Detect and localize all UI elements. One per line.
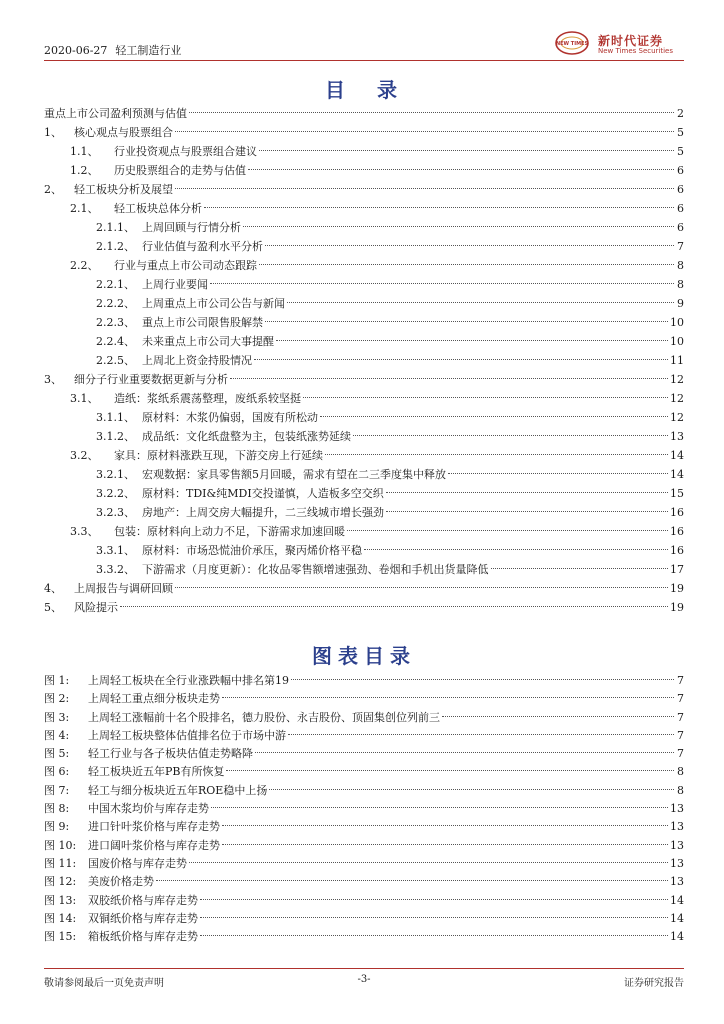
dot-leader: [248, 169, 674, 170]
dot-leader: [320, 416, 668, 417]
toc-entry-title[interactable]: 行业投资观点与股票组合建议: [114, 145, 257, 158]
toc-entry[interactable]: [44, 503, 684, 522]
figure-entry-title[interactable]: 上周轻工涨幅前十名个股排名，德力股份、永吉股份、顶固集创位列前三: [88, 710, 440, 724]
dot-leader: [222, 825, 668, 826]
toc-entry-number: 2.2.1、: [96, 278, 135, 291]
toc-entry[interactable]: [44, 465, 684, 484]
toc-entry[interactable]: [44, 598, 684, 617]
dot-leader: [200, 899, 668, 900]
toc-entry[interactable]: [44, 294, 684, 313]
toc-entry-page: 13: [670, 430, 684, 443]
figure-entry[interactable]: [44, 727, 684, 745]
figure-entry-number: 图 9:: [44, 820, 70, 834]
toc-entry-number: 2.2.4、: [96, 335, 135, 348]
figure-entry-title[interactable]: 轻工与细分板块近五年ROE稳中上扬: [88, 783, 268, 797]
figure-entry-title[interactable]: 轻工板块近五年PB有所恢复: [88, 765, 225, 779]
toc-entry-number: 5、: [44, 601, 62, 614]
dot-leader: [491, 568, 669, 569]
toc-entry[interactable]: [44, 142, 684, 161]
figure-entry-page: 13: [670, 802, 684, 816]
figure-entry-number: 图 5:: [44, 747, 70, 761]
dot-leader: [254, 359, 668, 360]
toc-entry-title[interactable]: 行业与重点上市公司动态跟踪: [114, 259, 257, 272]
dot-leader: [200, 917, 668, 918]
toc-entry-page: 16: [670, 544, 684, 557]
figures-heading: 图表目录: [312, 644, 416, 668]
toc-entry-number: 3.2、: [70, 449, 99, 462]
toc-entry-number: 3.3.1、: [96, 544, 135, 557]
toc-entry-number: 2.2.2、: [96, 297, 135, 310]
figure-entry-number: 图 15:: [44, 930, 77, 944]
figure-entry-number: 图 1:: [44, 674, 70, 687]
figure-entry-title[interactable]: 中国木浆均价与库存走势: [88, 802, 209, 816]
toc-entry-number: 2.2、: [70, 259, 99, 272]
footer-disclaimer: 敬请参阅最后一页免责声明: [44, 978, 164, 989]
dot-leader: [175, 587, 668, 588]
figure-entry-number: 图 13:: [44, 893, 77, 907]
toc-entry[interactable]: [44, 256, 684, 275]
dot-leader: [230, 378, 668, 379]
toc-entry-number: 3.1.1、: [96, 411, 135, 424]
figure-entry-page: 13: [670, 856, 684, 870]
dot-leader: [347, 530, 668, 531]
figure-entry-title[interactable]: 上周轻工重点细分板块走势: [88, 692, 220, 706]
logo-chinese-name: 新时代证券: [598, 34, 664, 48]
toc-entry-page: 5: [677, 126, 684, 139]
toc-entry-number: 3.3、: [70, 525, 99, 538]
figure-entry-page: 13: [670, 875, 684, 889]
header-divider: [44, 60, 684, 61]
toc-entry-number: 2.2.5、: [96, 354, 135, 367]
page-header: [44, 30, 684, 58]
toc-entry[interactable]: [44, 541, 684, 560]
toc-entry[interactable]: [44, 522, 684, 541]
toc-entry-page: 6: [677, 221, 684, 234]
figure-entry[interactable]: [44, 672, 684, 690]
toc-entry-page: 14: [670, 449, 684, 462]
toc-entry-title[interactable]: 轻工板块分析及展望: [74, 183, 173, 196]
dot-leader: [222, 697, 674, 698]
figure-entry-number: 图 11:: [44, 856, 77, 870]
toc-entry-title[interactable]: 轻工板块总体分析: [114, 202, 202, 215]
dot-leader: [265, 321, 668, 322]
toc-entry-page: 12: [670, 411, 684, 424]
figure-entry-page: 7: [677, 674, 684, 687]
dot-leader: [442, 716, 674, 717]
toc-entry-page: 10: [670, 335, 684, 348]
toc-entry-title[interactable]: 风险提示: [74, 601, 118, 614]
toc-entry-number: 1.1、: [70, 145, 99, 158]
toc-entry-page: 14: [670, 468, 684, 481]
toc-entry[interactable]: [44, 104, 684, 123]
toc-entry-page: 10: [670, 316, 684, 329]
footer-report-type: 证券研究报告: [624, 978, 684, 989]
toc-entry-title[interactable]: 行业估值与盈利水平分析: [142, 240, 263, 253]
toc-entry-number: 2.2.3、: [96, 316, 135, 329]
figure-entry-page: 14: [670, 911, 684, 925]
toc-entry-number: 3.1.2、: [96, 430, 135, 443]
toc-entry-page: 19: [670, 601, 684, 614]
dot-leader: [210, 283, 674, 284]
toc-entry-page: 6: [677, 202, 684, 215]
toc-entry-title[interactable]: 重点上市公司限售股解禁: [142, 316, 263, 329]
figure-entry-title[interactable]: 国废价格与库存走势: [88, 856, 187, 870]
figure-entry-number: 图 6:: [44, 765, 70, 779]
dot-leader: [386, 492, 668, 493]
figure-entry-number: 图 7:: [44, 783, 70, 797]
figure-entry-number: 图 4:: [44, 728, 70, 742]
dot-leader: [211, 807, 668, 808]
figure-entry-page: 7: [677, 728, 684, 742]
toc-entry-number: 1、: [44, 126, 62, 139]
toc-entry-page: 7: [677, 240, 684, 253]
toc-entry-page: 8: [677, 278, 684, 291]
dot-leader: [291, 679, 674, 680]
toc-entry-title[interactable]: 核心观点与股票组合: [74, 126, 173, 139]
dot-leader: [243, 226, 674, 227]
dot-leader: [386, 511, 668, 512]
dot-leader: [353, 435, 668, 436]
figure-entry-page: 8: [677, 765, 684, 779]
toc-entry-page: 9: [677, 297, 684, 310]
dot-leader: [288, 734, 674, 735]
toc-entry[interactable]: [44, 389, 684, 408]
figure-entry-title[interactable]: 上周轻工板块在全行业涨跌幅中排名第19: [88, 674, 289, 687]
toc-entry-page: 6: [677, 183, 684, 196]
figure-entry-page: 13: [670, 838, 684, 852]
dot-leader: [175, 131, 674, 132]
figure-entry-title[interactable]: 进口阔叶浆价格与库存走势: [88, 838, 220, 852]
toc-entry-page: 15: [670, 487, 684, 500]
toc-entry-number: 3.2.2、: [96, 487, 135, 500]
toc-entry-number: 3.2.3、: [96, 506, 135, 519]
toc-heading: 目 录: [325, 78, 403, 102]
page-number: -3-: [357, 974, 371, 985]
dot-leader: [156, 880, 668, 881]
toc-entry-page: 16: [670, 525, 684, 538]
figure-entry-page: 7: [677, 710, 684, 724]
dot-leader: [303, 397, 668, 398]
logo-english-name: New Times Securities: [598, 47, 673, 55]
toc-entry-page: 11: [670, 354, 684, 367]
figure-entry-page: 7: [677, 692, 684, 706]
figure-entry-title[interactable]: 美废价格走势: [88, 875, 154, 889]
dot-leader: [189, 112, 674, 113]
dot-leader: [287, 302, 674, 303]
toc-entry-title[interactable]: 房地产：上周交房大幅提升，二三线城市增长强劲: [142, 506, 384, 519]
figure-entry-number: 图 2:: [44, 692, 70, 706]
dot-leader: [189, 862, 668, 863]
dot-leader: [255, 752, 674, 753]
toc-entry[interactable]: [44, 332, 684, 351]
toc-entry[interactable]: [44, 161, 684, 180]
figure-entry-title[interactable]: 上周轻工板块整体估值排名位于市场中游: [88, 728, 286, 742]
figure-entry[interactable]: [44, 800, 684, 818]
dot-leader: [200, 935, 668, 936]
toc-entry-page: 12: [670, 392, 684, 405]
toc-entry-page: 5: [677, 145, 684, 158]
page-footer: [44, 974, 684, 990]
toc-entry-title[interactable]: 上周行业要闻: [142, 278, 208, 291]
logo-mark-icon: [554, 30, 590, 56]
dot-leader: [222, 844, 668, 845]
toc-entry-page: 8: [677, 259, 684, 272]
toc-entry-number: 2.1、: [70, 202, 99, 215]
toc-entry-title[interactable]: 家具：原材料涨跌互现，下游交房上行延续: [114, 449, 323, 462]
toc-entry-number: 2.1.1、: [96, 221, 135, 234]
toc-entry-number: 1.2、: [70, 164, 99, 177]
figure-entry[interactable]: [44, 709, 684, 727]
figure-entry[interactable]: [44, 910, 684, 928]
figure-entry-page: 14: [670, 930, 684, 944]
dot-leader: [175, 188, 674, 189]
dot-leader: [259, 150, 674, 151]
toc-entry-title[interactable]: 上周报告与调研回顾: [74, 582, 173, 595]
company-logo: [554, 30, 684, 58]
figure-entry-page: 13: [670, 820, 684, 834]
figure-entry[interactable]: [44, 837, 684, 855]
figure-entry-title[interactable]: 双铜纸价格与库存走势: [88, 911, 198, 925]
figure-entry[interactable]: [44, 763, 684, 781]
figure-entry-number: 图 12:: [44, 875, 77, 889]
toc-entry-number: 3.3.2、: [96, 563, 135, 576]
dot-leader: [364, 549, 668, 550]
table-of-contents: [44, 104, 684, 617]
toc-entry-number: 2、: [44, 183, 62, 196]
toc-entry[interactable]: [44, 180, 684, 199]
toc-entry-title[interactable]: 下游需求（月度更新）：化妆品零售额增速强劲、卷烟和手机出货量降低: [142, 563, 489, 576]
toc-entry-page: 12: [670, 373, 684, 386]
figure-entry[interactable]: [44, 928, 684, 946]
dot-leader: [226, 770, 674, 771]
figure-entry-title[interactable]: 轻工行业与各子板块估值走势略降: [88, 747, 253, 761]
toc-entry-title[interactable]: 上周重点上市公司公告与新闻: [142, 297, 285, 310]
toc-entry-title[interactable]: 成品纸：文化纸盘整为主，包装纸涨势延续: [142, 430, 351, 443]
toc-entry[interactable]: [44, 199, 684, 218]
toc-entry-title[interactable]: 未来重点上市公司大事提醒: [142, 335, 274, 348]
dot-leader: [448, 473, 668, 474]
toc-entry-title[interactable]: 细分子行业重要数据更新与分析: [74, 373, 228, 386]
toc-entry-number: 2.1.2、: [96, 240, 135, 253]
toc-entry[interactable]: [44, 237, 684, 256]
toc-entry-title[interactable]: 重点上市公司盈利预测与估值: [44, 107, 187, 120]
toc-entry-page: 16: [670, 506, 684, 519]
toc-entry[interactable]: [44, 408, 684, 427]
toc-entry-title[interactable]: 造纸：浆纸系震荡整理，废纸系较坚挺: [114, 392, 301, 405]
logo-mark-text: NEW TIMES: [555, 41, 589, 47]
toc-entry[interactable]: [44, 579, 684, 598]
dot-leader: [269, 789, 674, 790]
figure-entry[interactable]: [44, 855, 684, 873]
figure-entry-number: 图 3:: [44, 710, 70, 724]
figure-entry-title[interactable]: 双胶纸价格与库存走势: [88, 893, 198, 907]
dot-leader: [259, 264, 674, 265]
toc-entry-title[interactable]: 上周北上资金持股情况: [142, 354, 252, 367]
toc-entry-number: 3、: [44, 373, 62, 386]
toc-entry[interactable]: [44, 218, 684, 237]
figure-entry[interactable]: [44, 690, 684, 708]
footer-divider: [44, 968, 684, 969]
figure-entry-number: 图 8:: [44, 802, 70, 816]
toc-entry-page: 17: [670, 563, 684, 576]
figure-entry-number: 图 10:: [44, 838, 77, 852]
dot-leader: [265, 245, 674, 246]
figure-entry[interactable]: [44, 782, 684, 800]
toc-entry[interactable]: [44, 446, 684, 465]
toc-entry-title[interactable]: 原材料：TDI&纯MDI交投谨慎，人造板多空交织: [142, 487, 384, 500]
toc-entry-title[interactable]: 原材料：市场恐慌油价承压，聚丙烯价格平稳: [142, 544, 362, 557]
figure-entry-title[interactable]: 箱板纸价格与库存走势: [88, 930, 198, 944]
figure-entry-page: 14: [670, 893, 684, 907]
toc-entry[interactable]: [44, 427, 684, 446]
figure-entry[interactable]: [44, 818, 684, 836]
figure-entry[interactable]: [44, 745, 684, 763]
toc-entry-number: 3.1、: [70, 392, 99, 405]
toc-entry[interactable]: [44, 351, 684, 370]
figure-entry-page: 7: [677, 747, 684, 761]
toc-entry-title[interactable]: 上周回顾与行情分析: [142, 221, 241, 234]
figure-entry-title[interactable]: 进口针叶浆价格与库存走势: [88, 820, 220, 834]
figure-entry-number: 图 14:: [44, 911, 77, 925]
toc-entry-page: 2: [677, 107, 684, 120]
list-of-figures: [44, 672, 684, 946]
toc-entry-number: 3.2.1、: [96, 468, 135, 481]
toc-entry-title[interactable]: 历史股票组合的走势与估值: [114, 164, 246, 177]
toc-entry[interactable]: [44, 313, 684, 332]
toc-entry-page: 19: [670, 582, 684, 595]
dot-leader: [276, 340, 668, 341]
industry-name: 轻工制造行业: [115, 44, 182, 57]
dot-leader: [204, 207, 674, 208]
toc-entry[interactable]: [44, 560, 684, 579]
header-date-industry: [44, 42, 181, 58]
toc-entry[interactable]: [44, 484, 684, 503]
toc-entry[interactable]: [44, 123, 684, 142]
toc-entry-title[interactable]: 宏观数据：家具零售额5月回暖，需求有望在二三季度集中释放: [142, 468, 446, 481]
toc-entry-title[interactable]: 包装：原材料向上动力不足，下游需求加速回暖: [114, 525, 345, 538]
toc-entry[interactable]: [44, 275, 684, 294]
figure-entry[interactable]: [44, 873, 684, 891]
figure-entry[interactable]: [44, 892, 684, 910]
toc-entry-page: 6: [677, 164, 684, 177]
toc-entry-number: 4、: [44, 582, 62, 595]
toc-entry[interactable]: [44, 370, 684, 389]
report-date: 2020-06-27: [44, 44, 108, 57]
toc-entry-title[interactable]: 原材料：木浆仍偏弱，国废有所松动: [142, 411, 318, 424]
figure-entry-page: 8: [677, 783, 684, 797]
dot-leader: [325, 454, 668, 455]
dot-leader: [120, 606, 668, 607]
